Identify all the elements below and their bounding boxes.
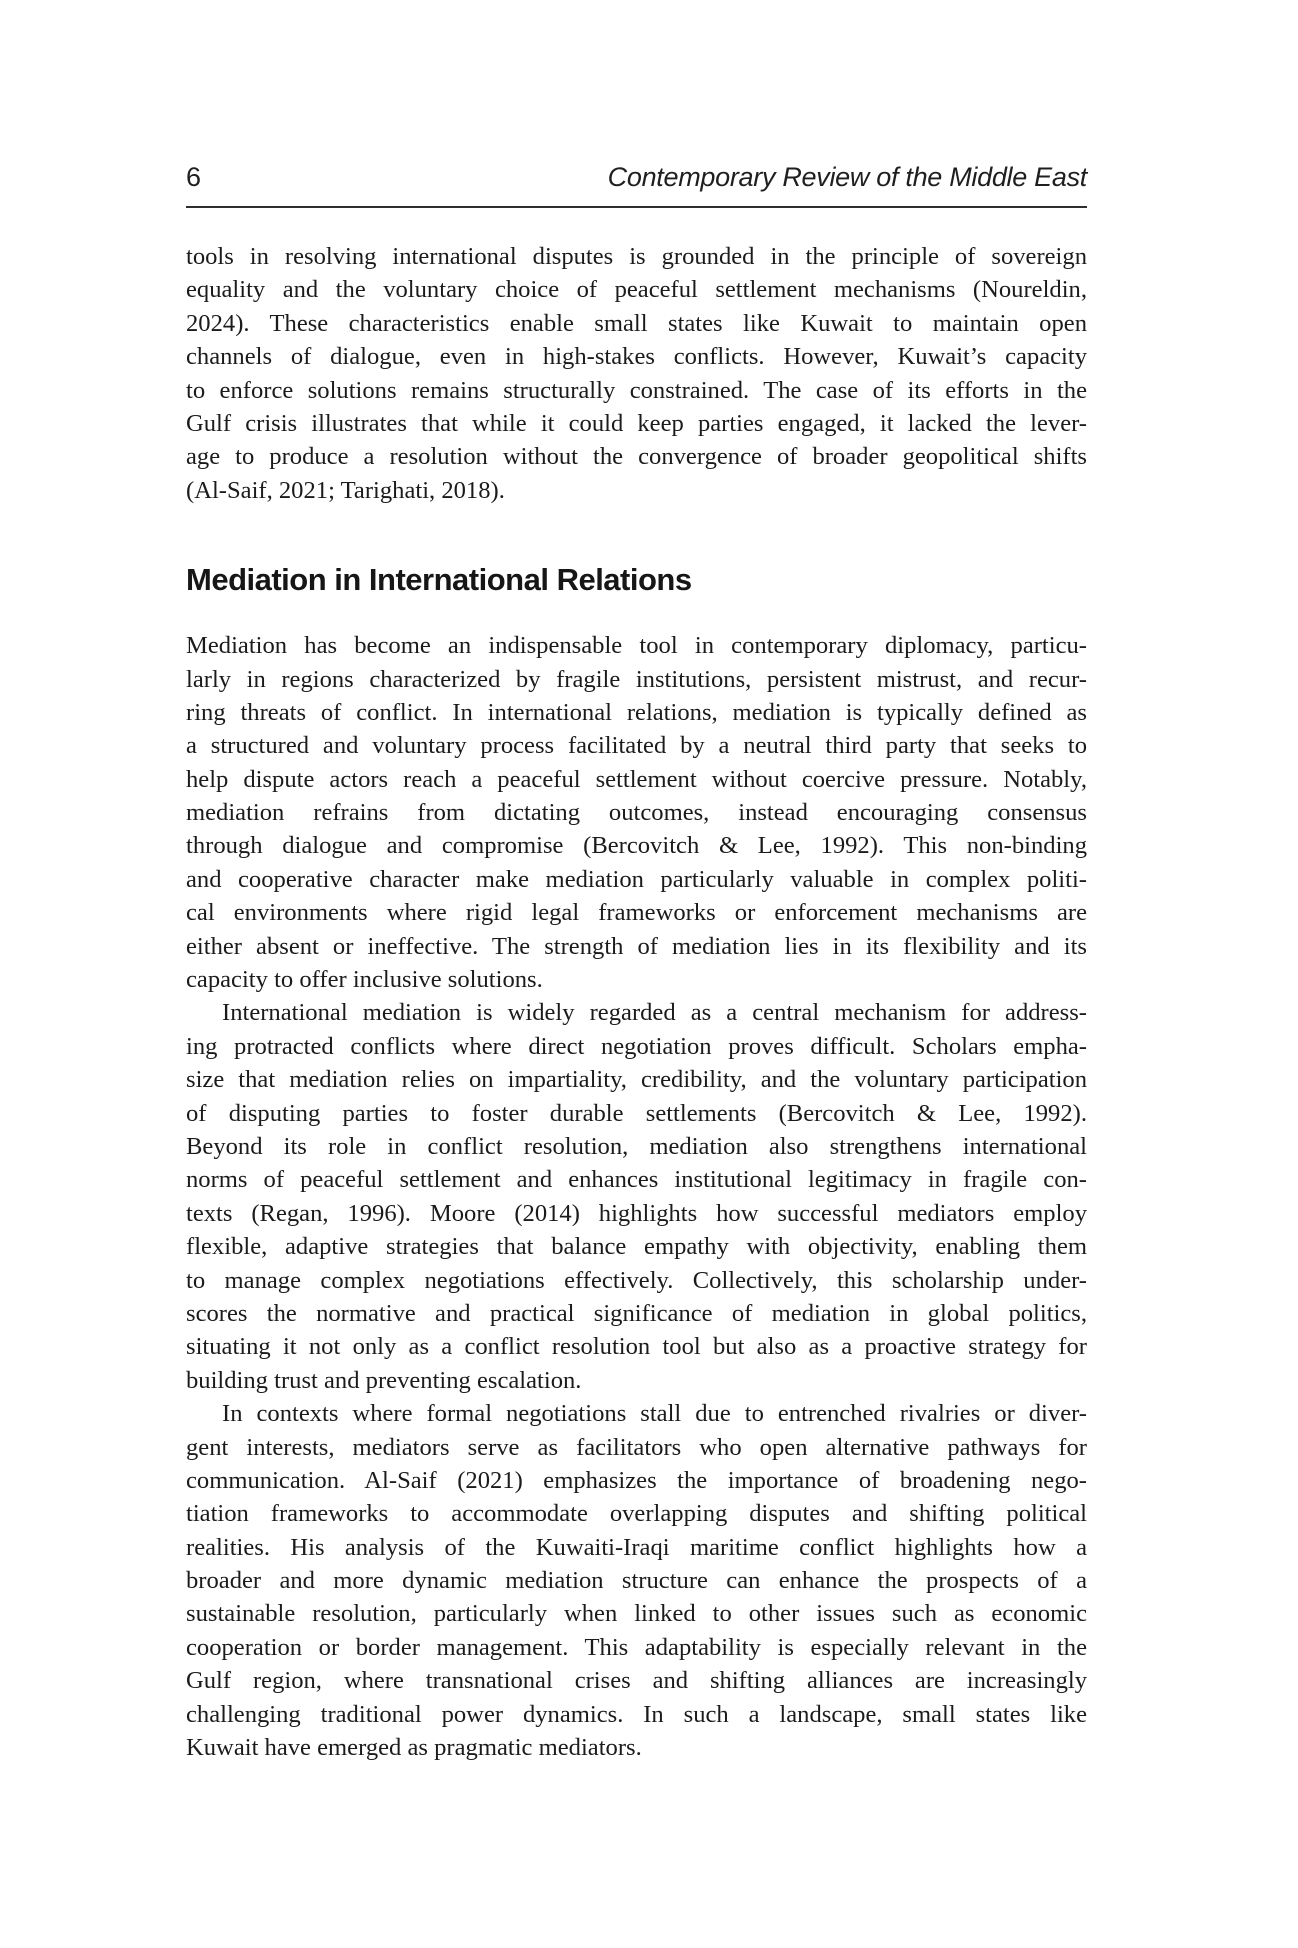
journal-page bbox=[186, 0, 1087, 1764]
body-line: Gulf region, where transnational crises and shifting alliances are increasingly bbox=[186, 1667, 1087, 1695]
body-line: texts (Regan, 1996). Moore (2014) highlights how successful mediators employ bbox=[186, 1199, 1087, 1227]
article-body bbox=[186, 240, 1087, 1764]
body-line: Beyond its role in conflict resolution, mediation also strengthens international bbox=[186, 1132, 1087, 1160]
body-line: sustainable resolution, particularly when linked to other issues such as economic bbox=[186, 1600, 1087, 1628]
paragraph bbox=[186, 996, 1087, 1397]
body-line: help dispute actors reach a peaceful settlement without coercive pressure. Notably, bbox=[186, 765, 1087, 793]
body-line: size that mediation relies on impartiality, credibility, and the voluntary participation bbox=[186, 1066, 1087, 1094]
body-line: challenging traditional power dynamics. In such a landscape, small states like bbox=[186, 1700, 1087, 1728]
body-line: cal environments where rigid legal frameworks or enforcement mechanisms are bbox=[186, 899, 1087, 927]
body-line: communication. Al-Saif (2021) emphasizes the importance of broadening nego- bbox=[186, 1466, 1087, 1494]
body-line: Kuwait have emerged as pragmatic mediators. bbox=[186, 1734, 642, 1762]
body-line: through dialogue and compromise (Bercovitch & Lee, 1992). This non-binding bbox=[186, 832, 1087, 860]
body-line: mediation refrains from dictating outcomes, instead encouraging consensus bbox=[186, 799, 1087, 827]
body-line: larly in regions characterized by fragile institutions, persistent mistrust, and recur- bbox=[186, 665, 1087, 693]
body-line: broader and more dynamic mediation structure can enhance the prospects of a bbox=[186, 1567, 1087, 1595]
body-line: and cooperative character make mediation particularly valuable in complex politi- bbox=[186, 865, 1087, 893]
body-line: norms of peaceful settlement and enhances institutional legitimacy in fragile con- bbox=[186, 1166, 1087, 1194]
body-line: Gulf crisis illustrates that while it could keep parties engaged, it lacked the lever- bbox=[186, 409, 1087, 437]
body-line: International mediation is widely regarded as a central mechanism for address- bbox=[222, 999, 1087, 1027]
body-line: either absent or ineffective. The strength of mediation lies in its flexibility and its bbox=[186, 932, 1087, 960]
body-line: capacity to offer inclusive solutions. bbox=[186, 966, 543, 994]
body-line: a structured and voluntary process facilitated by a neutral third party that seeks to bbox=[186, 732, 1087, 760]
body-line: scores the normative and practical significance of mediation in global politics, bbox=[186, 1299, 1087, 1327]
running-head bbox=[186, 160, 1087, 208]
body-line: channels of dialogue, even in high-stakes conflicts. However, Kuwait’s capacity bbox=[186, 343, 1087, 371]
paragraph bbox=[186, 240, 1087, 507]
body-line: ring threats of conflict. In international relations, mediation is typically defined as bbox=[186, 698, 1087, 726]
page-number: 6 bbox=[186, 162, 202, 192]
body-line: gent interests, mediators serve as facilitators who open alternative pathways for bbox=[186, 1433, 1087, 1461]
body-line: tools in resolving international disputes is grounded in the principle of sovereign bbox=[186, 243, 1087, 270]
body-line: tiation frameworks to accommodate overlapping disputes and shifting political bbox=[186, 1500, 1087, 1528]
body-line: realities. His analysis of the Kuwaiti-Iraqi maritime conflict highlights how a bbox=[186, 1533, 1087, 1561]
body-line: flexible, adaptive strategies that balance empathy with objectivity, enabling them bbox=[186, 1233, 1087, 1261]
paragraph bbox=[186, 1397, 1087, 1764]
body-line: Mediation has become an indispensable tool in contemporary diplomacy, particu- bbox=[186, 632, 1087, 660]
body-line: age to produce a resolution without the convergence of broader geopolitical shifts bbox=[186, 443, 1087, 471]
body-line: of disputing parties to foster durable settlements (Bercovitch & Lee, 1992). bbox=[186, 1099, 1087, 1127]
body-line: ing protracted conflicts where direct negotiation proves difficult. Scholars empha- bbox=[186, 1032, 1087, 1060]
body-line: to enforce solutions remains structurally constrained. The case of its efforts in the bbox=[186, 376, 1087, 404]
body-line: cooperation or border management. This adaptability is especially relevant in the bbox=[186, 1633, 1087, 1661]
body-line: building trust and preventing escalation. bbox=[186, 1366, 582, 1394]
section-heading: Mediation in International Relations bbox=[186, 562, 692, 598]
body-line: to manage complex negotiations effectively. Collectively, this scholarship under- bbox=[186, 1266, 1087, 1294]
body-line: situating it not only as a conflict resolution tool but also as a proactive strategy for bbox=[186, 1333, 1087, 1361]
body-line: 2024). These characteristics enable small states like Kuwait to maintain open bbox=[186, 309, 1087, 337]
body-line: (Al-Saif, 2021; Tarighati, 2018). bbox=[186, 476, 505, 504]
body-line: equality and the voluntary choice of peaceful settlement mechanisms (Noureldin, bbox=[186, 276, 1087, 304]
paragraph bbox=[186, 629, 1087, 996]
body-line: In contexts where formal negotiations stall due to entrenched rivalries or diver- bbox=[222, 1400, 1087, 1428]
journal-title: Contemporary Review of the Middle East bbox=[607, 162, 1087, 192]
